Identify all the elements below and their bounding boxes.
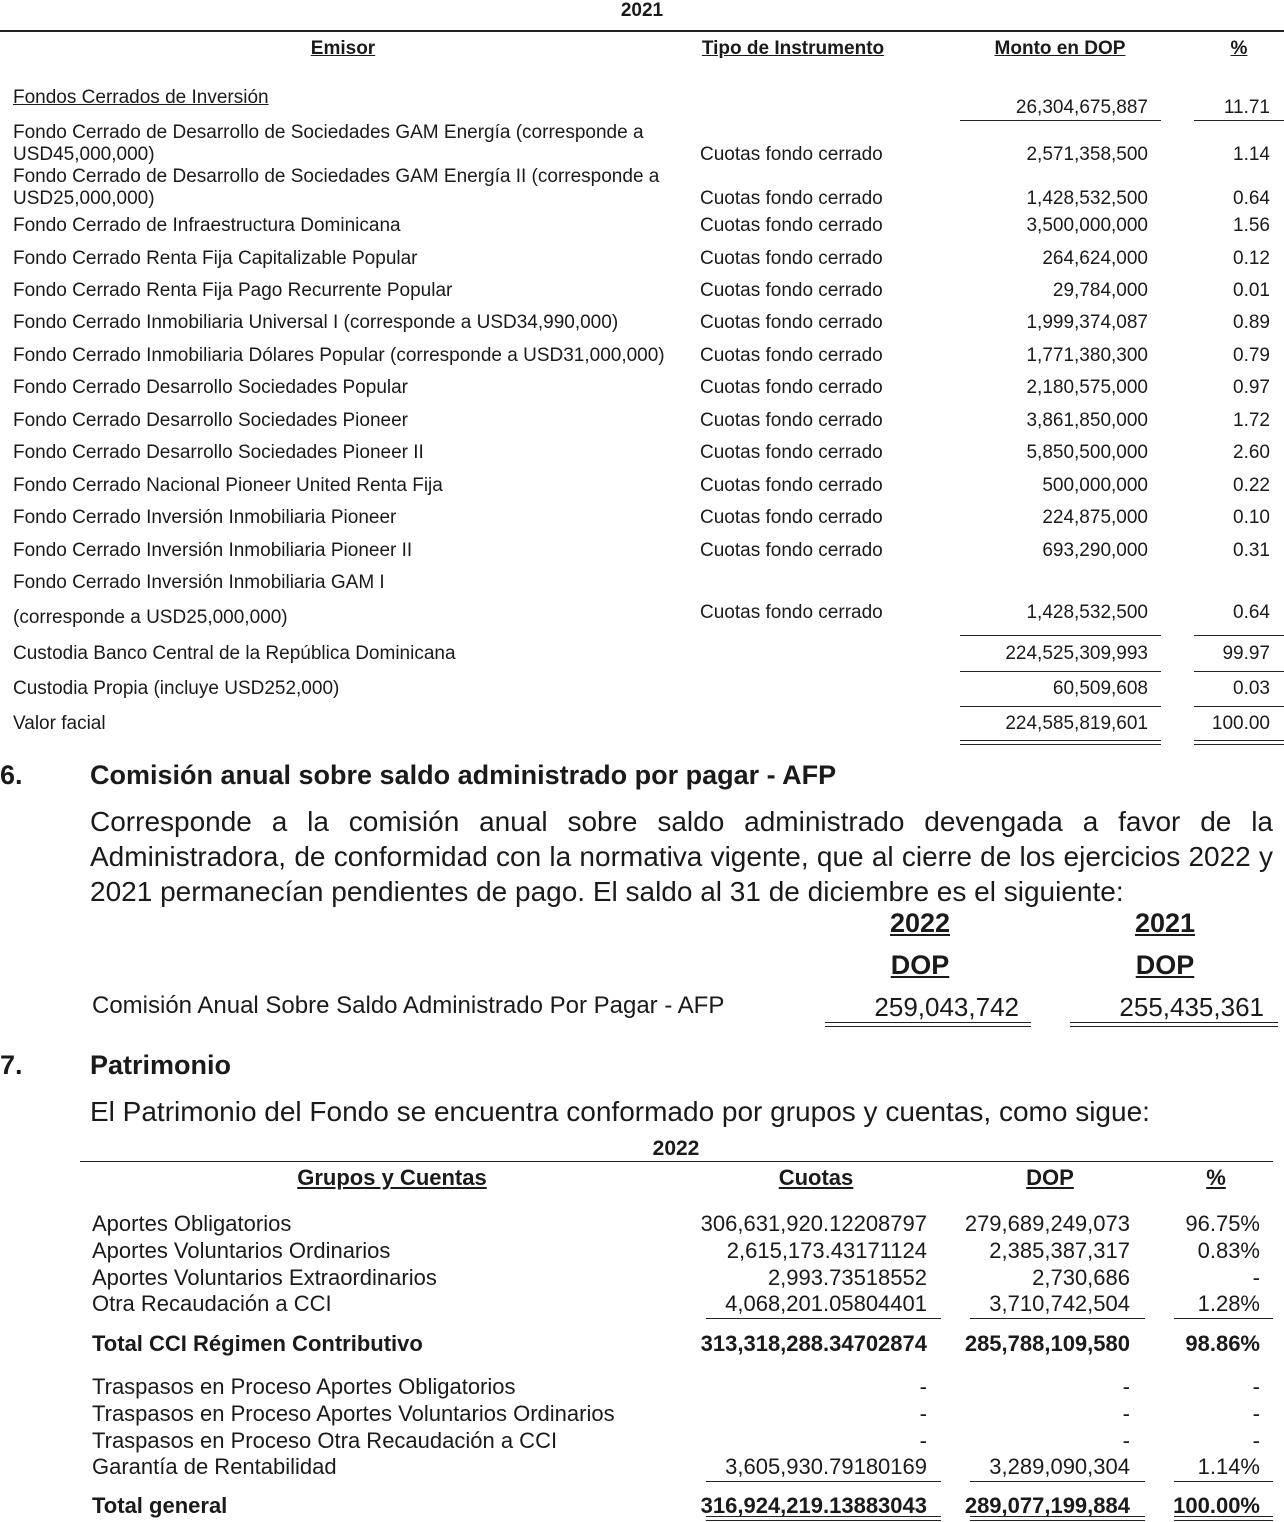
header-cuotas: Cuotas (778, 1165, 854, 1190)
row-dop: 3,710,742,504 (989, 1291, 1130, 1316)
row-cuotas: 306,631,920.12208797 (700, 1211, 927, 1236)
total-double-rule (1174, 1516, 1273, 1521)
section7-para: El Patrimonio del Fondo se encuentra conformado por grupos y cuentas, como sigue: (90, 1096, 1150, 1127)
total-general-pct: 100.00% (1173, 1493, 1260, 1518)
custodia-propia-monto: 60,509,608 (1052, 678, 1148, 699)
row-monto: 29,784,000 (1052, 280, 1148, 301)
custodia-bc-monto: 224,525,309,993 (1005, 643, 1148, 664)
row-tipo: Cuotas fondo cerrado (700, 540, 883, 561)
row-pct: 96.75% (1185, 1211, 1260, 1236)
row-monto: 2,180,575,000 (1026, 377, 1148, 398)
row-pct: 2.60 (1233, 442, 1270, 463)
table-row: Aportes Voluntarios Ordinarios (92, 1238, 391, 1263)
row-dop: - (1122, 1401, 1130, 1426)
section6-number: 6. (0, 760, 23, 790)
custodia-bc-label: Custodia Banco Central de la República Dominicana (13, 643, 456, 664)
table-row: Traspasos en Proceso Otra Recaudación a CCI (92, 1428, 558, 1453)
row-tipo: Cuotas fondo cerrado (700, 312, 883, 333)
row-dop: 3,289,090,304 (989, 1454, 1130, 1479)
row-pct: 0.97 (1233, 377, 1270, 398)
table-row-cont: USD45,000,000) (13, 144, 155, 165)
header-emisor: Emisor (310, 38, 376, 59)
row-pct: 0.31 (1233, 540, 1270, 561)
row-cuotas: 2,615,173.43171124 (726, 1238, 927, 1263)
table-row: Fondo Cerrado Inversión Inmobiliaria GAM I (13, 572, 385, 593)
table-row: Fondo Cerrado Desarrollo Sociedades Pioneer II (13, 442, 424, 463)
comision-2021: 255,435,361 (1119, 992, 1264, 1022)
row-tipo: Cuotas fondo cerrado (700, 144, 883, 165)
table1-top-rule (0, 30, 1284, 32)
row-pct: 0.89 (1233, 312, 1270, 333)
col-2021-currency: DOP (1135, 950, 1195, 980)
row-dop: - (1122, 1374, 1130, 1399)
table-row: Fondo Cerrado Inmobiliaria Dólares Popular (corresponde a USD31,000,000) (13, 345, 665, 366)
subtotal-rule (960, 706, 1161, 707)
row-tipo: Cuotas fondo cerrado (700, 507, 883, 528)
row-pct: 0.12 (1233, 248, 1270, 269)
total-double-rule (1070, 1022, 1278, 1027)
row-dop: 2,385,387,317 (989, 1238, 1130, 1263)
table-row-cont: USD25,000,000) (13, 188, 155, 209)
subtotal-rule (1194, 671, 1284, 672)
total-double-rule (825, 1022, 1031, 1027)
row-pct: 1.14 (1233, 144, 1270, 165)
row-pct: 0.22 (1233, 475, 1270, 496)
row-cuotas: 3,605,930.79180169 (725, 1454, 927, 1479)
total-general-label: Total general (92, 1493, 228, 1518)
section6-para-line1: Corresponde a la comisión anual sobre saldo administrado devengada a favor de la (90, 806, 1273, 837)
section6-para-line2: Administradora, de conformidad con la normativa vigente, que al cierre de los ejercicios 2022 y (90, 841, 1273, 872)
group-pct: 11.71 (1223, 97, 1270, 118)
section7-title: Patrimonio (90, 1050, 232, 1080)
table-row: Fondo Cerrado Inmobiliaria Universal I (corresponde a USD34,990,000) (13, 312, 619, 333)
subtotal-rule (970, 1318, 1145, 1319)
row-pct: 1.56 (1233, 215, 1270, 236)
group-pct-rule (1194, 120, 1284, 121)
row-monto: 264,624,000 (1042, 248, 1148, 269)
row-monto: 3,500,000,000 (1026, 215, 1148, 236)
row-pct: - (1252, 1401, 1260, 1426)
subtotal-rule (1174, 1318, 1273, 1319)
row-pct: 0.64 (1233, 602, 1270, 623)
table3-top-rule (80, 1161, 1273, 1162)
row-dop: 2,730,686 (1032, 1265, 1130, 1290)
table-row: Fondo Cerrado Renta Fija Capitalizable Popular (13, 248, 418, 269)
total-cci-pct: 98.86% (1185, 1331, 1260, 1356)
section6-title: Comisión anual sobre saldo administrado por pagar - AFP (90, 760, 837, 790)
group-monto: 26,304,675,887 (1015, 97, 1148, 118)
row-pct: - (1252, 1374, 1260, 1399)
group-label: Fondos Cerrados de Inversión (13, 87, 269, 108)
row-dop: 279,689,249,073 (964, 1211, 1130, 1236)
subtotal-rule (1194, 635, 1284, 636)
row-pct: - (1252, 1428, 1260, 1453)
table-row: Garantía de Rentabilidad (92, 1454, 337, 1479)
comision-label: Comisión Anual Sobre Saldo Administrado Por Pagar - AFP (92, 992, 725, 1019)
total-cci-dop: 285,788,109,580 (964, 1331, 1130, 1356)
row-tipo: Cuotas fondo cerrado (700, 602, 883, 623)
row-tipo: Cuotas fondo cerrado (700, 188, 883, 209)
table-row: Fondo Cerrado Desarrollo Sociedades Pioneer (13, 410, 409, 431)
row-pct: 1.14% (1197, 1454, 1260, 1479)
total-cci-cuotas: 313,318,288.34702874 (700, 1331, 927, 1356)
row-tipo: Cuotas fondo cerrado (700, 345, 883, 366)
col-2022-currency: DOP (890, 950, 950, 980)
total-double-rule (970, 1516, 1145, 1521)
table3-year: 2022 (652, 1137, 700, 1160)
valor-facial-pct: 100.00 (1211, 713, 1270, 734)
comision-2022: 259,043,742 (874, 992, 1019, 1022)
table-row: Traspasos en Proceso Aportes Obligatorios (92, 1374, 516, 1399)
row-tipo: Cuotas fondo cerrado (700, 280, 883, 301)
table-row-cont: (corresponde a USD25,000,000) (13, 607, 288, 628)
row-tipo: Cuotas fondo cerrado (700, 475, 883, 496)
row-pct: 0.64 (1233, 188, 1270, 209)
total-double-rule (706, 1516, 941, 1521)
total-general-dop: 289,077,199,884 (964, 1493, 1130, 1518)
table-row: Otra Recaudación a CCI (92, 1291, 332, 1316)
row-cuotas: - (919, 1428, 927, 1453)
row-monto: 5,850,500,000 (1026, 442, 1148, 463)
row-tipo: Cuotas fondo cerrado (700, 377, 883, 398)
header-monto: Monto en DOP (994, 38, 1126, 59)
total-double-rule (1194, 740, 1284, 745)
table-row: Fondo Cerrado Inversión Inmobiliaria Pioneer (13, 507, 397, 528)
custodia-bc-pct: 99.97 (1222, 643, 1270, 664)
valor-facial-monto: 224,585,819,601 (1005, 713, 1148, 734)
row-pct: 0.83% (1197, 1238, 1260, 1263)
row-monto: 693,290,000 (1042, 540, 1148, 561)
row-cuotas: - (919, 1374, 927, 1399)
row-pct: - (1252, 1265, 1260, 1290)
col-2021: 2021 (1134, 908, 1196, 938)
row-monto: 1,999,374,087 (1026, 312, 1148, 333)
row-cuotas: 2,993.73518552 (767, 1265, 927, 1290)
total-double-rule (960, 740, 1161, 745)
total-general-cuotas: 316,924,219.13883043 (700, 1493, 927, 1518)
subtotal-rule (1174, 1481, 1273, 1482)
row-monto: 1,428,532,500 (1026, 188, 1148, 209)
header-tipo: Tipo de Instrumento (701, 38, 885, 59)
header-dop: DOP (1026, 1165, 1074, 1190)
subtotal-rule (960, 635, 1161, 636)
row-pct: 0.01 (1233, 280, 1270, 301)
row-cuotas: - (919, 1401, 927, 1426)
table-row: Aportes Obligatorios (92, 1211, 292, 1236)
total-cci-label: Total CCI Régimen Contributivo (92, 1331, 423, 1356)
section7-number: 7. (0, 1050, 23, 1080)
row-monto: 500,000,000 (1042, 475, 1148, 496)
header-pct: % (1230, 38, 1248, 59)
header-pct: % (1206, 1165, 1226, 1190)
table-row: Fondo Cerrado de Desarrollo de Sociedades GAM Energía II (corresponde a (13, 166, 660, 187)
row-monto: 1,771,380,300 (1026, 345, 1148, 366)
table-row: Fondo Cerrado de Desarrollo de Sociedades GAM Energía (corresponde a (13, 122, 644, 143)
table-row: Fondo Cerrado Nacional Pioneer United Renta Fija (13, 475, 443, 496)
row-pct: 0.79 (1233, 345, 1270, 366)
row-tipo: Cuotas fondo cerrado (700, 248, 883, 269)
custodia-propia-label: Custodia Propia (incluye USD252,000) (13, 678, 340, 699)
subtotal-rule (706, 1481, 941, 1482)
row-tipo: Cuotas fondo cerrado (700, 410, 883, 431)
row-dop: - (1122, 1428, 1130, 1453)
subtotal-rule (960, 671, 1161, 672)
custodia-propia-pct: 0.03 (1233, 678, 1270, 699)
row-cuotas: 4,068,201.05804401 (725, 1291, 927, 1316)
col-2022: 2022 (889, 908, 951, 938)
subtotal-rule (706, 1318, 941, 1319)
header-grupos: Grupos y Cuentas (297, 1165, 487, 1190)
valor-facial-label: Valor facial (13, 713, 106, 734)
table-row: Traspasos en Proceso Aportes Voluntarios Ordinarios (92, 1401, 615, 1426)
row-pct: 1.28% (1197, 1291, 1260, 1316)
row-monto: 1,428,532,500 (1026, 602, 1148, 623)
table-row: Fondo Cerrado Renta Fija Pago Recurrente Popular (13, 280, 453, 301)
subtotal-rule (1194, 706, 1284, 707)
table-row: Aportes Voluntarios Extraordinarios (92, 1265, 437, 1290)
table-row: Fondo Cerrado de Infraestructura Dominicana (13, 215, 401, 236)
row-tipo: Cuotas fondo cerrado (700, 215, 883, 236)
subtotal-rule (970, 1481, 1145, 1482)
row-tipo: Cuotas fondo cerrado (700, 442, 883, 463)
row-pct: 1.72 (1233, 410, 1270, 431)
row-monto: 3,861,850,000 (1026, 410, 1148, 431)
row-monto: 2,571,358,500 (1026, 144, 1148, 165)
group-monto-rule (960, 120, 1161, 121)
row-monto: 224,875,000 (1042, 507, 1148, 528)
table-row: Fondo Cerrado Inversión Inmobiliaria Pioneer II (13, 540, 413, 561)
section6-para-line3: 2021 permanecían pendientes de pago. El saldo al 31 de diciembre es el siguiente: (90, 876, 1124, 907)
row-pct: 0.10 (1233, 507, 1270, 528)
table1-year: 2021 (620, 0, 664, 21)
table-row: Fondo Cerrado Desarrollo Sociedades Popular (13, 377, 409, 398)
